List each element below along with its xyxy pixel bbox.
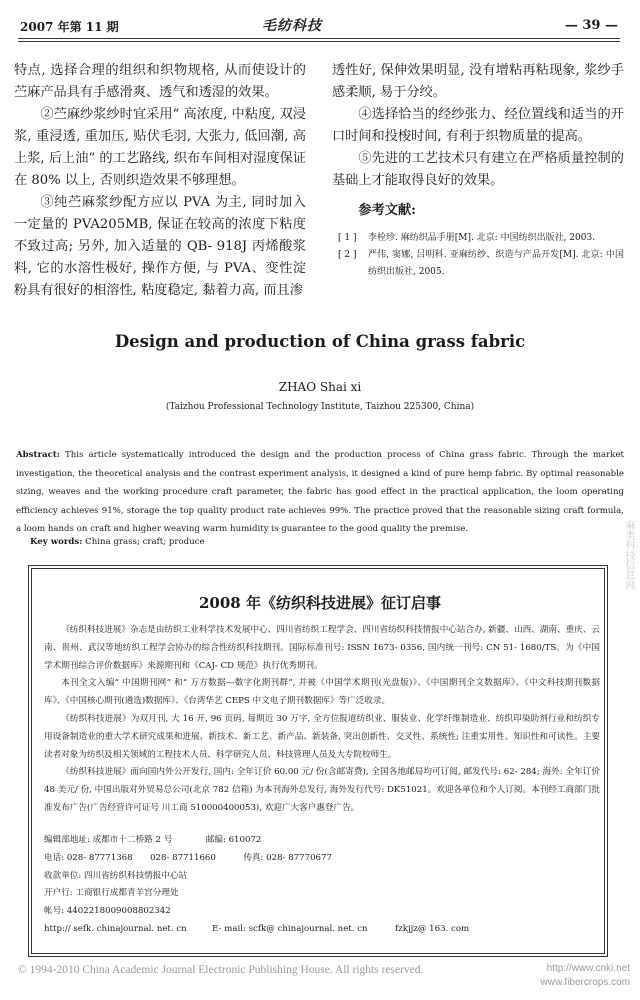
phone-value: 028- 87771368 <box>66 852 133 863</box>
keywords-text: China grass; craft; produce <box>85 537 205 547</box>
notice-paragraph: 《纺织科技进展》为双月刊, 大 16 开, 96 页码, 每期近 30 万字, 全方位报道纺织业、服装业、化学纤维制造业、纺织印染助剂行业和纺织专用设备制造业的重大学术研究成果和进展、新技术、新工艺、新产品、新装备, 突出创新性、交叉性、系统性; 注重实用性、知识性和可读性。主要读者对象为纺织及相关领域的工程技术人员、科学研究人员、科技管理人员及大专院校师生。 <box>44 713 600 760</box>
bank-label: 开户行: <box>44 888 73 899</box>
email-label: E- mail: <box>212 923 246 934</box>
body-paragraph: ④选择恰当的经纱张力、经位置线和适当的开口时间和投梭时间, 有利于织物质量的提高。 <box>332 107 624 144</box>
postcode-label: 邮编: <box>205 835 226 845</box>
page-number: — 39 — <box>564 18 618 33</box>
bank-line <box>44 885 469 903</box>
fax-value: 028- 87770677 <box>266 852 332 863</box>
payee-label: 收款单位: <box>44 870 82 881</box>
english-author: ZHAO Shai xi <box>278 380 362 394</box>
fax-label: 传真: <box>243 852 264 863</box>
abstract-text: This article systematically introduced the design and the production process of China grass fabric. Through the market investigation, the theoretical analysis and the contrast experiment analysis, it designed a kind of pure hemp fabric. By optimal reasonable sizing, weaves and the working procedure craft parameter, the fabric has good effect in the practical application, the loom operating efficiency achieves 91%, storage the top quality product rate achieves 99%. The practice proved that the reasonable sizing craft formula, a loom hands on craft and higher weaving warm humidity is guarantee to the good quality the premise. <box>16 450 624 534</box>
abstract-label: Abstract: <box>16 450 60 460</box>
body-paragraph: ③纯苎麻浆纱配方应以 PVA 为主, 同时加入一定量的 PVA205MB, 保证在较高的浓度下粘度不致过高; 另外, 加入适量的 QB- 918J 丙烯酸浆料, 它的水溶性极好, 操作方便, 与 PVA、变性淀粉具有很好的相溶性, 粘度稳定, 黏着力高, 而且渗 <box>14 195 306 298</box>
header-rule-double <box>18 41 620 42</box>
postcode-value: 610072 <box>228 835 262 845</box>
notice-paragraph: 《纺织科技进展》面向国内外公开发行, 国内: 全年订价 60.00 元/ 份(含邮寄费), 全国各地邮局均可订阅, 邮发代号: 62- 284; 海外: 全年订价 48 美元/ 份, 中国出版对外贸易总公司(北京 782 信箱) 为本刊海外总发行, 海外发行代号: DK51021。欢迎各单位和个人订阅。本刊经工商部门批准发布广告(广告经营许可证号 川工商 510000400053), 欢迎广大客户惠登广告。 <box>44 767 600 813</box>
header-rule <box>18 38 620 39</box>
watermark-site: www.fibercrops.com <box>540 977 630 988</box>
phone-label: 电话: <box>44 852 65 863</box>
email-link[interactable]: fzkjjz@ 163. com <box>395 923 470 934</box>
english-keywords <box>30 537 205 547</box>
left-column <box>14 60 306 302</box>
account-line <box>44 903 469 921</box>
reference-item <box>332 230 624 247</box>
payee-line <box>44 868 469 886</box>
body-paragraph: ⑤先进的工艺技术只有建立在严格质量控制的基础上才能取得良好的效果。 <box>332 151 624 188</box>
notice-title: 2008 年《纺织科技进展》征订启事 <box>199 594 441 612</box>
side-watermark: 麻类科技信息网 <box>623 520 634 590</box>
english-title: Design and production of China grass fabric <box>114 332 526 351</box>
references-heading: 参考文献: <box>358 203 417 218</box>
bank-value: 工商银行成都青羊宫分理处 <box>75 888 179 899</box>
address-value: 成都市十二桥路 2 号 <box>92 835 173 845</box>
phone-value: 028- 87711660 <box>150 852 216 863</box>
address-line <box>44 832 469 850</box>
issue-label: 2007 年第 11 期 <box>20 20 119 34</box>
reference-number: [ 1 ] <box>338 233 357 243</box>
reference-text: 李栓珍. 麻纺织品手册[M]. 北京: 中国纺织出版社, 2003. <box>368 233 596 243</box>
english-abstract <box>16 446 624 539</box>
web-email-line <box>44 921 469 939</box>
notice-body <box>44 622 600 818</box>
address-label: 编辑部地址: <box>44 835 90 845</box>
body-paragraph: 特点, 选择合理的组织和织物规格, 从而使设计的苎麻产品具有手感滑爽、透气和透湿的效果。 <box>14 63 306 100</box>
notice-paragraph: 本刊全文入编“ 中国期刊网” 和“ 万方数据—数字化期刊群”, 并被《中国学术期刊(光盘版)》、《中国期刊全文数据库》、《中文科技期刊数据库》、《中国核心期刊(遴选)数据库》、《台湾华艺 CEPS 中文电子期刊数据库》等广泛收录。 <box>44 678 600 707</box>
reference-number: [ 2 ] <box>338 250 357 260</box>
journal-logo: 毛纺科技 <box>262 18 322 34</box>
english-affiliation: (Taizhou Professional Technology Institute, Taizhou 225300, China) <box>165 402 475 412</box>
phone-line <box>44 850 469 868</box>
reference-list <box>332 230 624 281</box>
notice-contact <box>44 832 469 939</box>
reference-text: 严伟, 窦娜, 吕明科. 亚麻纺纱、织造与产品开发[M]. 北京: 中国纺织出版社, 2005. <box>368 250 624 277</box>
right-column <box>332 60 624 281</box>
keywords-label: Key words: <box>30 537 83 547</box>
copyright-footer: © 1994-2010 China Academic Journal Electronic Publishing House. All rights reserved. <box>18 964 424 976</box>
website-link[interactable]: http:// sefk. chinajournal. net. cn <box>44 923 187 934</box>
account-label: 帐号: <box>44 906 65 917</box>
watermark-url: http://www.cnki.net <box>546 963 630 974</box>
reference-item <box>332 247 624 281</box>
account-value: 4402218009008802342 <box>66 906 171 917</box>
body-paragraph: ②苎麻纱浆纱时宜采用“ 高浓度, 中粘度, 双浸浆, 重浸透, 重加压, 贴伏毛羽, 大张力, 低回潮, 高上浆, 后上油” 的工艺路线, 织布车间相对湿度保证在 80% 以上, 否则织造效果不够理想。 <box>14 107 306 188</box>
body-paragraph: 透性好, 保伸效果明显, 没有增粘再粘现象, 浆纱手感柔顺, 易于分绞。 <box>332 63 624 100</box>
notice-paragraph: 《纺织科技进展》杂志是由纺织工业科学技术发展中心、四川省纺织工程学会、四川省纺织科技情报中心站合办, 新疆、山西、湖南、重庆、云南、贵州、武汉等地纺织工程学会协办的综合性纺织科技期刊。国际标准刊号: ISSN 1673- 0356, 国内统一刊号: CN 51- 1680/TS。为《中国学术期刊综合评价数据库》来源期刊和《CAJ- CD 规范》执行优秀期刊。 <box>44 625 600 671</box>
payee-value: 四川省纺织科技情报中心站 <box>84 870 188 881</box>
email-link[interactable]: scfk@ chinajournal. net. cn <box>248 923 368 934</box>
